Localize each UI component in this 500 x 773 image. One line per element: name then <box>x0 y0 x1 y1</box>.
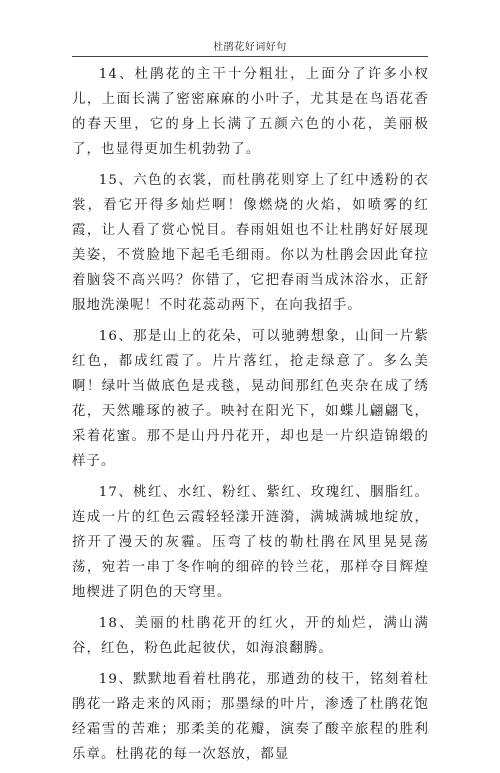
paragraph-17: 17、桃红、水红、粉红、紫红、玫瑰红、胭脂红。连成一片的红色云霞轻轻漾开涟漪，满城满城地绽放，挤开了漫天的灰霾。压弯了枝的勒杜鹃在风里晃晃荡荡，宛若一串丁冬作响的细碎的铃兰花，那样夺目辉煌地楔进了阴色的天穹里。 <box>72 485 429 600</box>
paragraph-14: 14、杜鹃花的主干十分粗壮，上面分了许多小杈儿，上面长满了密密麻麻的小叶子，尤其是在鸟语花香的春天里，它的身上长满了五颜六色的小花，美丽极了，也显得更加生机勃勃了。 <box>72 67 429 157</box>
paragraph-16: 16、那是山上的花朵，可以驰骋想象，山间一片紫红色，都成红霞了。片片落红，抢走绿意了。多么美啊！绿叶当做底色是戎毯，晃动间那红色夹杂在成了绣花，天然雕琢的被子。映衬在阳光下，如蝶儿翩翩飞，采着花蜜。那不是山丹丹花开，却也是一片织造锦缎的样子。 <box>72 329 429 469</box>
paragraph-18: 18、美丽的杜鹃花开的红火，开的灿烂，满山满谷，红色，粉色此起彼伏，如海浪翻腾。 <box>72 616 429 656</box>
page-header-title: 杜鹃花好词好句 <box>213 42 287 53</box>
paragraph-15: 15、六色的衣裳，而杜鹃花则穿上了红中透粉的衣裳，看它开得多灿烂啊！像燃烧的火焰，如喷雾的红霞，让人看了赏心悦目。春雨姐姐也不让杜鹃好好展现美姿，不赏脸地下起毛毛细雨。你以为杜鹃会因此耷拉着脑袋不高兴吗？你错了，它把春雨当成沐浴水，正舒服地洗澡呢！不时花蕊动两下，在向我招手。 <box>72 173 429 313</box>
document-body <box>72 62 429 773</box>
paragraph-19: 19、默默地看着杜鹃花，那遒劲的枝干，铭刻着杜鹃花一路走来的风雨；那墨绿的叶片，渗透了杜鹃花饱经霜雪的苦难；那柔美的花瓣，演奏了酸辛旅程的胜利乐章。杜鹃花的每一次怒放，都显 <box>72 672 429 762</box>
header-divider <box>72 56 428 57</box>
